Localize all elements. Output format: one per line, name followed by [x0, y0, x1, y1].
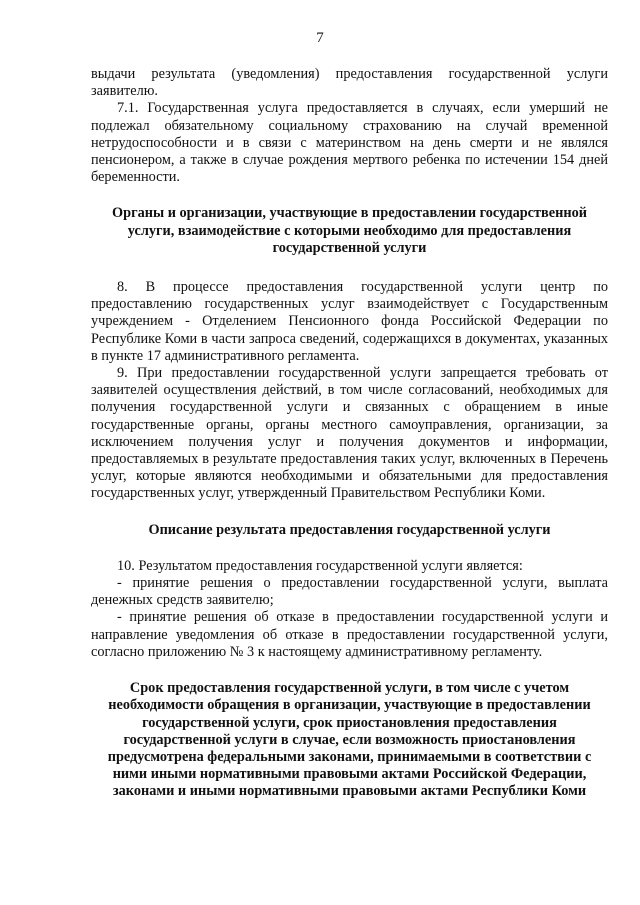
- section-heading-term: Срок предоставления государственной услуги, в том числе с учетом необходимости обращения в организации, участвующие в предоставлении государственной услуги, срок приостановления предоставления государственной услуги в случае, если возможность приостановления предусмотрена федеральными законами, принимаемыми в соответствии с ними иными нормативными правовыми актами Российской Федерации, законами и иными нормативными правовыми актами Республики Коми: [107, 680, 592, 800]
- document-body: [91, 66, 608, 801]
- section-heading-organizations: Органы и организации, участвующие в предоставлении государственной услуги, взаимодействие с которыми необходимо для предоставления государственной услуги: [112, 205, 587, 256]
- paragraph-10-item-2: - принятие решения об отказе в предоставлении государственной услуги и направление уведомления об отказе в предоставлении государственной услуги, согласно приложению № 3 к настоящему административному регламенту.: [91, 609, 608, 660]
- paragraph-7-1: 7.1. Государственная услуга предоставляется в случаях, если умерший не подлежал обязательному социальному страхованию на случай временной нетрудоспособности и в связи с материнством на день смерти и не являлся пенсионером, а также в случае рождения мертвого ребенка по истечении 154 дней беременности.: [91, 100, 608, 186]
- paragraph-8: 8. В процессе предоставления государственной услуги центр по предоставлению государственных услуг взаимодействует с Государственным учреждением - Отделением Пенсионного фонда Российской Федерации по Республике Коми в части запроса сведений, содержащихся в документах, указанных в пункте 17 административного регламента.: [91, 279, 608, 364]
- paragraph-continuation: выдачи результата (уведомления) предоставления государственной услуги заявителю.: [91, 66, 608, 100]
- paragraph-9: 9. При предоставлении государственной услуги запрещается требовать от заявителей осуществления действий, в том числе согласований, необходимых для получения государственной услуги и связанных с обращением в иные государственные органы, органы местного самоуправления, организации, за исключением получения услуг и получения документов и информации, предоставляемых в результате предоставления таких услуг, включенных в Перечень услуг, которые являются необходимыми и обязательными для предоставления государственных услуг, утвержденный Правительством Республики Коми.: [91, 365, 608, 502]
- paragraph-10-item-1: - принятие решения о предоставлении государственной услуги, выплата денежных средств заявителю;: [91, 575, 608, 609]
- section-heading-result: Описание результата предоставления государственной услуги: [148, 521, 551, 538]
- paragraph-10: 10. Результатом предоставления государственной услуги является:: [117, 557, 523, 574]
- page-number: 7: [316, 30, 324, 46]
